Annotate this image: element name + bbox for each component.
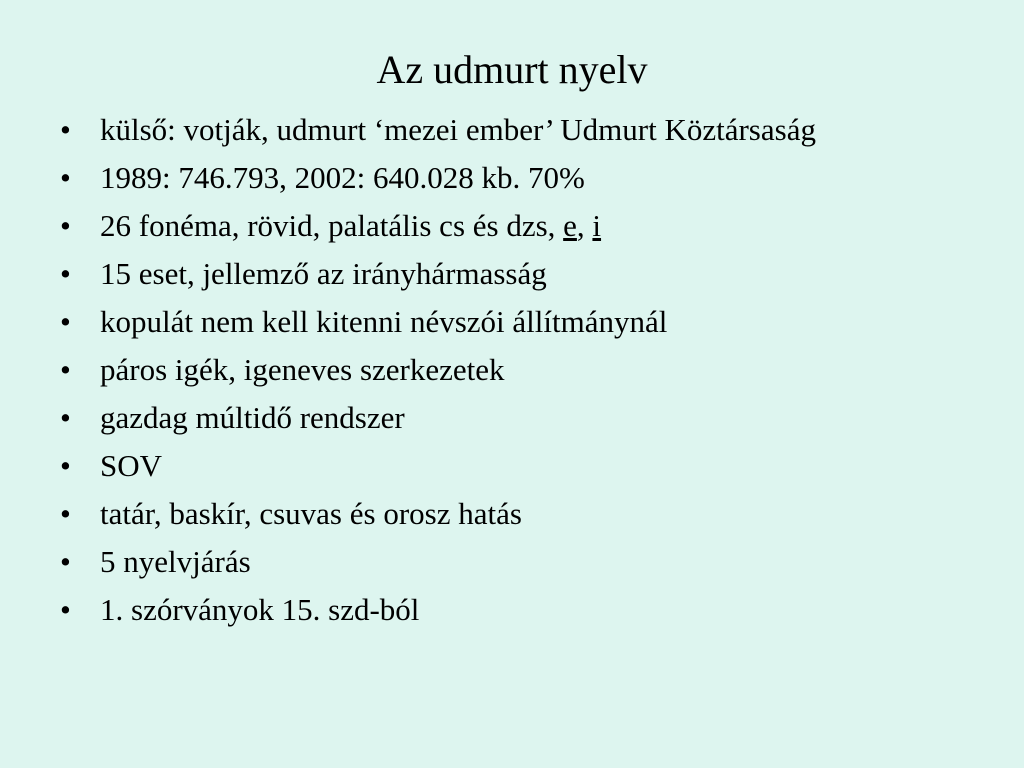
list-item <box>58 496 958 531</box>
list-item-text: 1. szórványok 15. szd-ból <box>100 592 420 627</box>
bullet-icon: • <box>60 400 71 435</box>
list-item <box>58 592 958 627</box>
list-item <box>58 400 958 435</box>
list-item <box>58 304 958 339</box>
bullet-icon: • <box>60 160 71 195</box>
bullet-icon: • <box>60 208 71 243</box>
list-item-text: kopulát nem kell kitenni névszói állítmánynál <box>100 304 668 339</box>
list-item <box>58 544 958 579</box>
list-item-text: 15 eset, jellemző az irányhármasság <box>100 256 547 291</box>
list-item-text: 26 fonéma, rövid, palatális cs és dzs, <box>100 208 564 243</box>
list-item-text: SOV <box>100 448 163 483</box>
bullet-icon: • <box>60 352 71 387</box>
list-item-text: 1989: 746.793, 2002: 640.028 kb. 70% <box>100 160 585 195</box>
list-item-text: páros igék, igeneves szerkezetek <box>100 352 505 387</box>
list-item-text: 5 nyelvjárás <box>100 544 251 579</box>
list-item-text: gazdag múltidő rendszer <box>100 400 405 435</box>
phoneme-e: e <box>563 208 577 243</box>
bullet-icon: • <box>60 592 71 627</box>
bullet-list <box>58 112 958 640</box>
list-item <box>58 208 958 243</box>
list-item-text: külső: votják, udmurt ‘mezei ember’ Udmurt Köztársaság <box>100 112 816 147</box>
bullet-icon: • <box>60 304 71 339</box>
bullet-icon: • <box>60 448 71 483</box>
list-item <box>58 352 958 387</box>
list-item <box>58 160 958 195</box>
phoneme-separator: , <box>576 208 593 243</box>
bullet-icon: • <box>60 112 71 147</box>
list-item-text: tatár, baskír, csuvas és orosz hatás <box>100 496 522 531</box>
bullet-icon: • <box>60 496 71 531</box>
bullet-icon: • <box>60 256 71 291</box>
bullet-icon: • <box>60 544 71 579</box>
phoneme-i: i <box>592 208 602 243</box>
list-item <box>58 112 958 147</box>
list-item <box>58 448 958 483</box>
slide-title: Az udmurt nyelv <box>376 47 648 92</box>
list-item <box>58 256 958 291</box>
